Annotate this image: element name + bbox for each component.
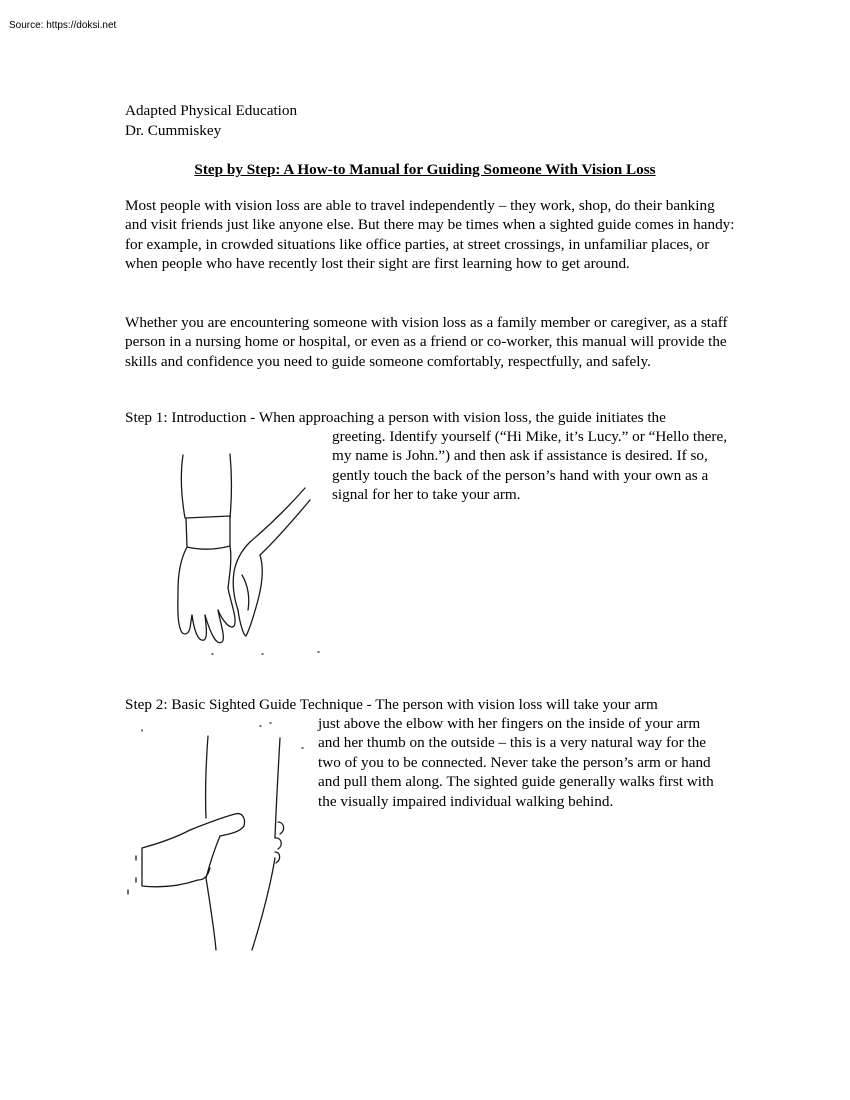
step-1-body: greeting. Identify yourself (“Hi Mike, it’s Lucy.” or “Hello there, my name is John.”) and then ask if assistance is desired. If so, gently touch the back of the person’s hand with your own as a signal for her to take your arm.	[332, 428, 728, 504]
instructor-name: Dr. Cummiskey	[125, 122, 222, 139]
hands-touching-icon	[150, 450, 330, 665]
intro-text-1: Most people with vision loss are able to travel independently – they work, shop, do their banking and visit friends just like anyone else. But there may be times when a sighted guide comes in handy: for example, in crowded situations like office parties, at street crossings, in unfamiliar places, or when people who have recently lost their sight are first learning how to get around.	[125, 197, 735, 273]
intro-text-2: Whether you are encountering someone with vision loss as a family member or caregiver, as a staff person in a nursing home or hospital, or even as a friend or co-worker, this manual will provide the skills and confidence you need to guide someone comfortably, respectfully, and safely.	[125, 314, 728, 370]
course-name: Adapted Physical Education	[125, 102, 298, 119]
intro-paragraph-2	[125, 313, 735, 371]
step-1-lead: Step 1: Introduction - When approaching a person with vision loss, the guide initiates the	[125, 409, 666, 426]
document-title: Step by Step: A How-to Manual for Guiding Someone With Vision Loss	[194, 161, 656, 178]
hand-grasping-arm-icon	[120, 718, 320, 963]
intro-paragraph-1	[125, 196, 735, 274]
step-2-body: just above the elbow with her fingers on the inside of your arm and her thumb on the outside – this is a very natural way for the two of you to be connected. Never take the person’s arm or hand and pull them along. The sighted guide generally walks first with the visually impaired individual walking behind.	[318, 715, 714, 810]
source-label: Source: https://doksi.net	[9, 20, 117, 31]
step-2-lead: Step 2: Basic Sighted Guide Technique - The person with vision loss will take your arm	[125, 696, 658, 713]
